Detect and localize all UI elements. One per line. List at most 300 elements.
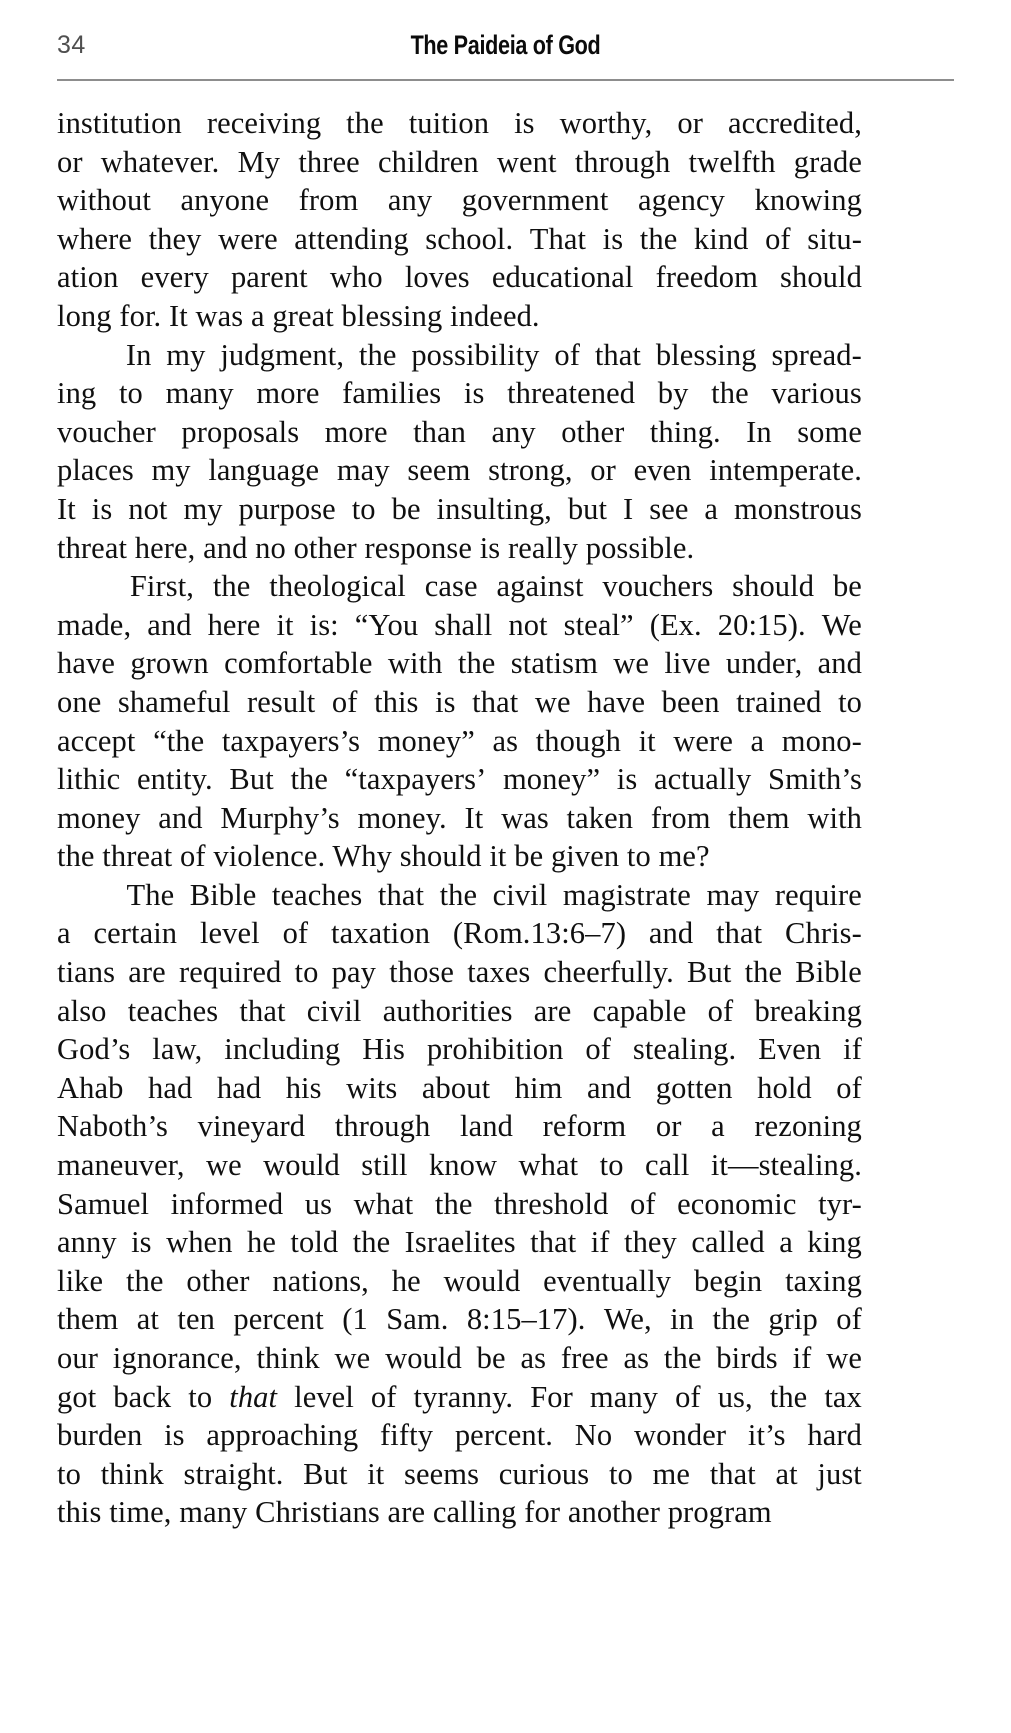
word: if: [792, 1341, 812, 1375]
word: approaching: [206, 1418, 359, 1453]
word: curious: [498, 1456, 590, 1491]
word: we: [613, 646, 650, 681]
word: the: [212, 569, 251, 604]
word: about: [421, 1070, 491, 1105]
word: fifty: [380, 1418, 434, 1453]
word: ignorance,: [112, 1341, 242, 1375]
word: anny: [57, 1225, 117, 1260]
word: from: [650, 800, 711, 835]
word: of: [836, 1302, 862, 1337]
word: that: [709, 1456, 756, 1491]
word: call: [644, 1148, 690, 1183]
word: told: [290, 1225, 339, 1260]
paragraph-indent: [57, 876, 111, 915]
text-line: [57, 1030, 862, 1069]
text-line: [57, 914, 862, 953]
word: money”: [377, 723, 475, 758]
word: ing: [57, 376, 97, 411]
word: still: [361, 1148, 408, 1183]
word: agency: [637, 183, 725, 218]
word: The: [126, 877, 175, 912]
word: mono-: [781, 723, 862, 758]
word: including: [224, 1032, 341, 1067]
word: seem: [407, 453, 471, 488]
text-line: [57, 220, 862, 259]
text-line: threat here, and no other response is really possible.: [57, 530, 695, 565]
text-line: [57, 1262, 862, 1301]
word: It: [464, 800, 484, 835]
word: the: [290, 762, 329, 797]
word: it: [276, 607, 294, 642]
word: possibility: [411, 337, 540, 372]
word: receiving: [206, 106, 322, 140]
word: Ahab: [57, 1070, 124, 1105]
word: back: [113, 1379, 172, 1414]
word: civil: [492, 877, 548, 912]
word: the: [439, 877, 478, 912]
word: have: [587, 684, 646, 719]
word: government: [461, 183, 609, 218]
word: situ-: [807, 221, 862, 256]
word: the: [663, 1341, 702, 1375]
word: places: [57, 453, 134, 488]
text-line: [57, 258, 862, 297]
word: of: [331, 684, 358, 719]
word: Naboth’s: [57, 1109, 168, 1144]
text-line: [57, 104, 862, 143]
word: burden: [57, 1418, 143, 1453]
word: with: [807, 800, 862, 835]
word: loves: [404, 260, 470, 295]
word: to: [351, 491, 376, 526]
word: who: [329, 260, 383, 295]
word: But: [687, 955, 732, 990]
body-text-block: [57, 104, 862, 1532]
word: of: [836, 1070, 862, 1105]
word: freedom: [655, 260, 758, 295]
word: may: [336, 453, 390, 488]
word: we: [205, 1148, 242, 1183]
word: a: [750, 723, 765, 758]
word: also: [57, 993, 107, 1028]
word: Bible: [795, 955, 862, 990]
word: No: [574, 1418, 613, 1453]
word: is: [435, 684, 456, 719]
word: informed: [170, 1186, 284, 1221]
word: him: [514, 1070, 563, 1105]
word: have: [57, 646, 115, 681]
word: a: [57, 916, 71, 951]
word: 20:15).: [717, 607, 806, 642]
word: taken: [566, 800, 634, 835]
word: various: [771, 376, 862, 411]
word: those: [389, 955, 455, 990]
word: at: [775, 1456, 798, 1491]
word: school.: [425, 221, 514, 256]
word: it—stealing.: [710, 1148, 862, 1183]
word: Even: [758, 1032, 822, 1067]
word: against: [496, 569, 584, 604]
word: breaking: [754, 993, 862, 1028]
word: be: [476, 1341, 506, 1375]
word: more: [324, 414, 388, 449]
word: or: [677, 106, 703, 140]
word: is: [514, 106, 535, 140]
word: and: [147, 607, 192, 642]
word: but: [567, 491, 608, 526]
word: a: [779, 1225, 793, 1260]
word: For: [530, 1379, 573, 1414]
text-line: [57, 644, 862, 683]
word: that: [594, 337, 641, 372]
word: would: [443, 1263, 521, 1298]
paragraph: [57, 336, 862, 568]
text-line: [57, 1339, 862, 1378]
word: and: [648, 916, 694, 951]
header-divider-rule: [57, 79, 954, 81]
word: “the: [153, 723, 205, 758]
word: see: [649, 491, 689, 526]
word: like: [57, 1263, 104, 1298]
word: But: [303, 1456, 348, 1491]
word: shall: [434, 607, 493, 642]
word: the: [457, 646, 496, 681]
word: in: [670, 1302, 695, 1337]
word: king: [807, 1225, 862, 1260]
word: had: [147, 1070, 193, 1105]
word: thing.: [649, 414, 721, 449]
word: me: [652, 1456, 691, 1491]
word: “taxpayers’: [344, 762, 487, 797]
word: maneuver,: [57, 1148, 185, 1183]
word: the: [434, 1186, 473, 1221]
word: vouchers: [602, 569, 714, 604]
word: as: [520, 1341, 547, 1375]
word: God’s: [57, 1032, 131, 1067]
word: is: [463, 376, 485, 411]
word: when: [166, 1225, 233, 1260]
word: tyranny.: [413, 1379, 514, 1414]
word: teaches: [127, 993, 219, 1028]
word: them: [728, 800, 790, 835]
word: they: [148, 221, 202, 256]
word: and: [817, 646, 862, 681]
word: was: [501, 800, 549, 835]
paragraph: [57, 104, 862, 336]
word: prohibition: [426, 1032, 564, 1067]
word: wits: [346, 1070, 398, 1105]
text-line: [57, 606, 862, 645]
word: it: [638, 723, 656, 758]
word: theological: [269, 569, 406, 604]
word: rezoning: [754, 1109, 862, 1144]
word: attending: [294, 221, 409, 256]
word: intemperate.: [709, 453, 862, 488]
word: Sam.: [386, 1302, 449, 1337]
word: civil: [306, 993, 362, 1028]
running-header: [57, 28, 954, 72]
word: strong,: [488, 453, 573, 488]
word: pay: [331, 955, 376, 990]
word: the: [711, 376, 749, 411]
word: the: [358, 337, 397, 372]
text-line: [57, 953, 862, 992]
word: we: [534, 684, 571, 719]
text-line: [57, 567, 862, 606]
word: other: [561, 414, 625, 449]
word: monstrous: [733, 491, 862, 526]
word: even: [633, 453, 692, 488]
word: free: [560, 1341, 609, 1375]
word: here: [207, 607, 261, 642]
text-line: [57, 799, 862, 838]
word: that: [377, 877, 425, 912]
word: our: [57, 1341, 98, 1375]
word: under,: [725, 646, 803, 681]
word: percent: [233, 1302, 324, 1337]
word: to: [57, 1456, 81, 1491]
word: teaches: [271, 877, 363, 912]
word: many: [165, 376, 234, 411]
word: hard: [807, 1418, 862, 1453]
word: are: [128, 955, 166, 990]
word: we: [334, 1341, 371, 1375]
word: His: [362, 1032, 405, 1067]
word: actually: [654, 762, 752, 797]
word: any: [491, 414, 536, 449]
text-line: [57, 143, 862, 182]
text-line: [57, 1146, 862, 1185]
word: went: [496, 144, 557, 179]
text-line: [57, 1455, 862, 1494]
word: should: [780, 260, 862, 295]
word: Samuel: [57, 1186, 150, 1221]
word: and: [158, 800, 203, 835]
word: at: [136, 1302, 159, 1337]
word: the: [769, 1379, 808, 1414]
word: my: [166, 337, 206, 372]
word: what: [353, 1186, 414, 1221]
word: tians: [57, 955, 116, 990]
word: not: [508, 607, 548, 642]
word: the: [639, 221, 678, 256]
word: Murphy’s: [220, 800, 340, 835]
running-title: The Paideia of God: [410, 30, 601, 60]
word: of: [585, 1032, 611, 1067]
word: is:: [309, 607, 339, 642]
word: ation: [57, 260, 119, 295]
word: the: [744, 955, 783, 990]
word: trained: [736, 684, 822, 719]
text-line: [57, 336, 862, 375]
word: of: [765, 221, 791, 256]
word: with: [387, 646, 443, 681]
word: birds: [716, 1341, 778, 1375]
word: authorities: [382, 993, 513, 1028]
word: seems: [404, 1456, 480, 1491]
word: My: [237, 144, 281, 179]
paragraph: [57, 567, 862, 876]
word: not: [128, 491, 168, 526]
word: through: [574, 144, 671, 179]
paragraph-indent: [57, 567, 111, 606]
word: more: [256, 376, 320, 411]
word: what: [518, 1148, 579, 1183]
word: and: [586, 1070, 632, 1105]
word: (Rom.13:6–7): [452, 916, 627, 951]
word: should: [732, 569, 815, 604]
word: is: [602, 221, 624, 256]
word: is: [616, 762, 638, 797]
word: begin: [694, 1263, 763, 1298]
word: twelfth: [688, 144, 776, 179]
text-line: [57, 1416, 862, 1455]
word: every: [140, 260, 209, 295]
word: they: [624, 1225, 677, 1260]
word: taxes: [467, 955, 531, 990]
word: whatever.: [100, 144, 220, 179]
word: the: [712, 1302, 750, 1337]
word: taxpayers’s: [221, 723, 361, 758]
word: kind: [693, 221, 749, 256]
word: level: [199, 916, 260, 951]
word: tyr-: [818, 1186, 862, 1221]
word: proposals: [181, 414, 300, 449]
word: threatened: [507, 376, 636, 411]
page-number: 34: [57, 31, 86, 59]
word: is: [164, 1418, 185, 1453]
word: the: [352, 1225, 391, 1260]
text-line: [57, 683, 862, 722]
word: institution: [57, 106, 182, 140]
word: Bible: [189, 877, 257, 912]
text-line: [57, 1378, 862, 1417]
word: if: [843, 1032, 862, 1067]
word: anyone: [180, 183, 270, 218]
word: of: [370, 1379, 397, 1414]
word: to: [294, 955, 319, 990]
word: reform: [542, 1109, 627, 1144]
word: of: [707, 993, 734, 1028]
word: one: [57, 684, 102, 719]
word: 8:15–17).: [466, 1302, 586, 1337]
word: or: [590, 453, 616, 488]
text-line: [57, 374, 862, 413]
word: nations,: [272, 1263, 369, 1298]
word: accredited,: [727, 106, 862, 140]
word: through: [334, 1109, 431, 1144]
word: called: [691, 1225, 765, 1260]
word: be: [832, 569, 862, 604]
word: many: [589, 1379, 659, 1414]
word: would: [263, 1148, 340, 1183]
word: or: [57, 144, 83, 179]
text-line: [57, 181, 862, 220]
text-line: this time, many Christians are calling for another program: [57, 1495, 772, 1530]
word: may: [706, 877, 760, 912]
word: any: [387, 183, 433, 218]
word: a: [704, 491, 719, 526]
text-line: [57, 876, 862, 915]
word: We,: [603, 1302, 652, 1337]
text-line: [57, 1300, 862, 1339]
word: land: [460, 1109, 513, 1144]
word: grip: [768, 1302, 818, 1337]
word: tuition: [408, 106, 490, 140]
word: We: [821, 607, 862, 642]
text-line: [57, 490, 862, 529]
word: his: [285, 1070, 322, 1105]
word: straight.: [183, 1456, 284, 1491]
word: level: [294, 1379, 354, 1414]
word: lithic: [57, 762, 121, 797]
word: he: [246, 1225, 276, 1260]
word: wonder: [634, 1418, 727, 1453]
word: to: [608, 1456, 633, 1491]
word: stealing.: [632, 1032, 737, 1067]
word: worthy,: [559, 106, 653, 140]
word: my: [183, 491, 223, 526]
word: other: [186, 1263, 250, 1298]
word: that: [472, 684, 519, 719]
paragraph: [57, 876, 862, 1532]
word: had: [216, 1070, 262, 1105]
word: is: [131, 1225, 152, 1260]
word: to: [118, 376, 143, 411]
word: shameful: [117, 684, 231, 719]
word: magistrate: [562, 877, 691, 912]
text-line: [57, 413, 862, 452]
word: entity.: [136, 762, 213, 797]
word: as: [623, 1341, 650, 1375]
word: that: [239, 993, 286, 1028]
word: gotten: [655, 1070, 733, 1105]
word: spread-: [771, 337, 862, 372]
word: eventually: [543, 1263, 672, 1298]
word: to: [599, 1148, 624, 1183]
word: a: [711, 1109, 725, 1144]
word: “You: [354, 607, 419, 642]
word: it: [367, 1456, 385, 1491]
text-line: [57, 1107, 862, 1146]
text-line: the threat of violence. Why should it be given to me?: [57, 839, 710, 874]
word: children: [377, 144, 479, 179]
word: (1: [342, 1302, 368, 1337]
word: be: [391, 491, 421, 526]
word: In: [746, 414, 772, 449]
word: this: [374, 684, 419, 719]
word: economic: [677, 1186, 797, 1221]
word: grade: [793, 144, 862, 179]
word: I: [623, 491, 634, 526]
word: In: [125, 337, 152, 372]
word: parent: [230, 260, 308, 295]
word: where: [57, 221, 133, 256]
word: that: [229, 1379, 278, 1414]
text-line: [57, 992, 862, 1031]
word: some: [797, 414, 862, 449]
word: case: [424, 569, 478, 604]
word: from: [298, 183, 359, 218]
word: as: [492, 723, 519, 758]
word: he: [391, 1263, 421, 1298]
word: Israelites: [404, 1225, 516, 1260]
word: law,: [152, 1032, 203, 1067]
word: my: [151, 453, 191, 488]
word: ten: [177, 1302, 215, 1337]
text-line: [57, 1185, 862, 1224]
word: threshold: [494, 1186, 609, 1221]
